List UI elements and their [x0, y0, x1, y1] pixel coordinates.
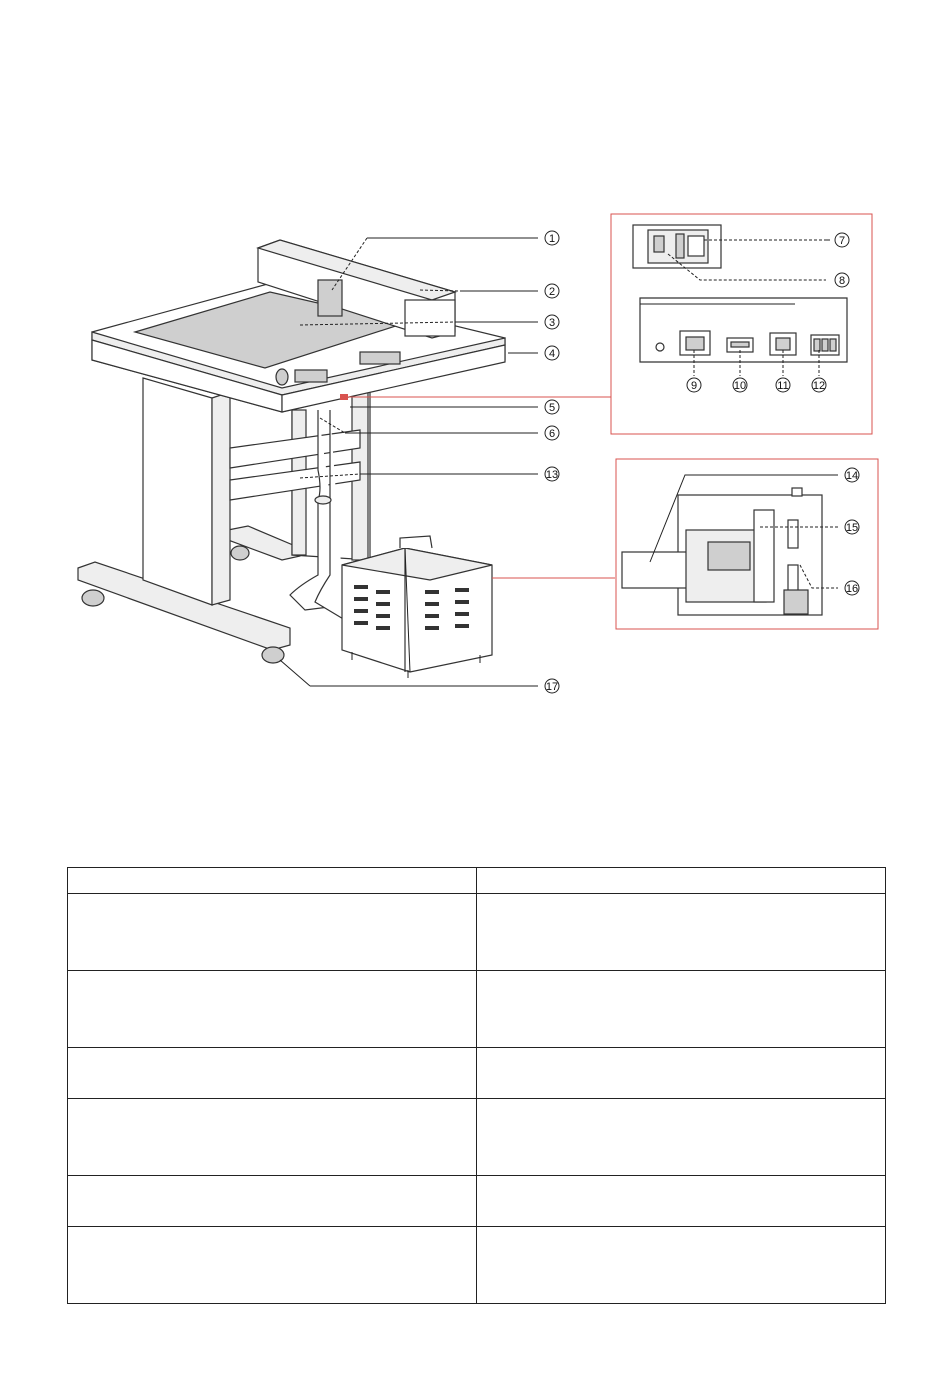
table-row	[68, 868, 886, 894]
callout-3	[545, 315, 559, 329]
power-socket	[688, 236, 704, 256]
svg-text:5: 5	[548, 402, 556, 414]
svg-text:3: 3	[548, 317, 556, 329]
svg-text:4: 4	[548, 348, 556, 360]
table-row	[68, 1176, 886, 1227]
svg-text:16: 16	[845, 583, 859, 595]
svg-text:2: 2	[548, 286, 556, 298]
inset-blower-internals	[616, 459, 878, 629]
table-cell	[477, 868, 886, 894]
callout-10	[733, 378, 747, 392]
table-cell	[477, 971, 886, 1048]
power-switch	[654, 236, 664, 252]
table-cell	[477, 1176, 886, 1227]
svg-text:1: 1	[548, 233, 556, 245]
table-cell	[68, 1176, 477, 1227]
table-cell	[477, 894, 886, 971]
table-cell	[68, 971, 477, 1048]
callout-5	[545, 400, 559, 414]
svg-text:15: 15	[845, 522, 859, 534]
table-row	[68, 1099, 886, 1176]
table-row	[68, 1227, 886, 1304]
table-row	[68, 894, 886, 971]
callout-15	[845, 520, 859, 534]
svg-text:13: 13	[545, 469, 559, 481]
table-row	[68, 1048, 886, 1099]
callout-11	[776, 378, 790, 392]
svg-text:10: 10	[733, 380, 747, 392]
callout-2	[545, 284, 559, 298]
svg-text:7: 7	[838, 235, 846, 247]
table-cell	[477, 1227, 886, 1304]
svg-text:11: 11	[777, 380, 789, 392]
table-row	[68, 971, 886, 1048]
svg-text:12: 12	[812, 380, 826, 392]
callout-1	[545, 231, 559, 245]
table-cell	[68, 894, 477, 971]
callout-12	[812, 378, 826, 392]
svg-text:14: 14	[845, 470, 859, 482]
table-cell	[68, 868, 477, 894]
callout-14	[845, 468, 859, 482]
callout-17	[545, 679, 559, 693]
fuse-holder	[676, 234, 684, 258]
table-cell	[68, 1099, 477, 1176]
callout-13	[545, 467, 559, 481]
callout-6	[545, 426, 559, 440]
table-cell	[68, 1048, 477, 1099]
table-cell	[477, 1048, 886, 1099]
table-cell	[477, 1099, 886, 1176]
svg-text:8: 8	[838, 275, 846, 287]
cutting-machine-illustration	[78, 240, 505, 678]
inset-ports-panel	[611, 214, 872, 434]
svg-text:6: 6	[548, 428, 556, 440]
callout-16	[845, 581, 859, 595]
svg-text:17: 17	[545, 681, 559, 693]
callout-4	[545, 346, 559, 360]
svg-text:9: 9	[690, 380, 698, 392]
parts-table	[67, 867, 886, 1304]
table-cell	[68, 1227, 477, 1304]
